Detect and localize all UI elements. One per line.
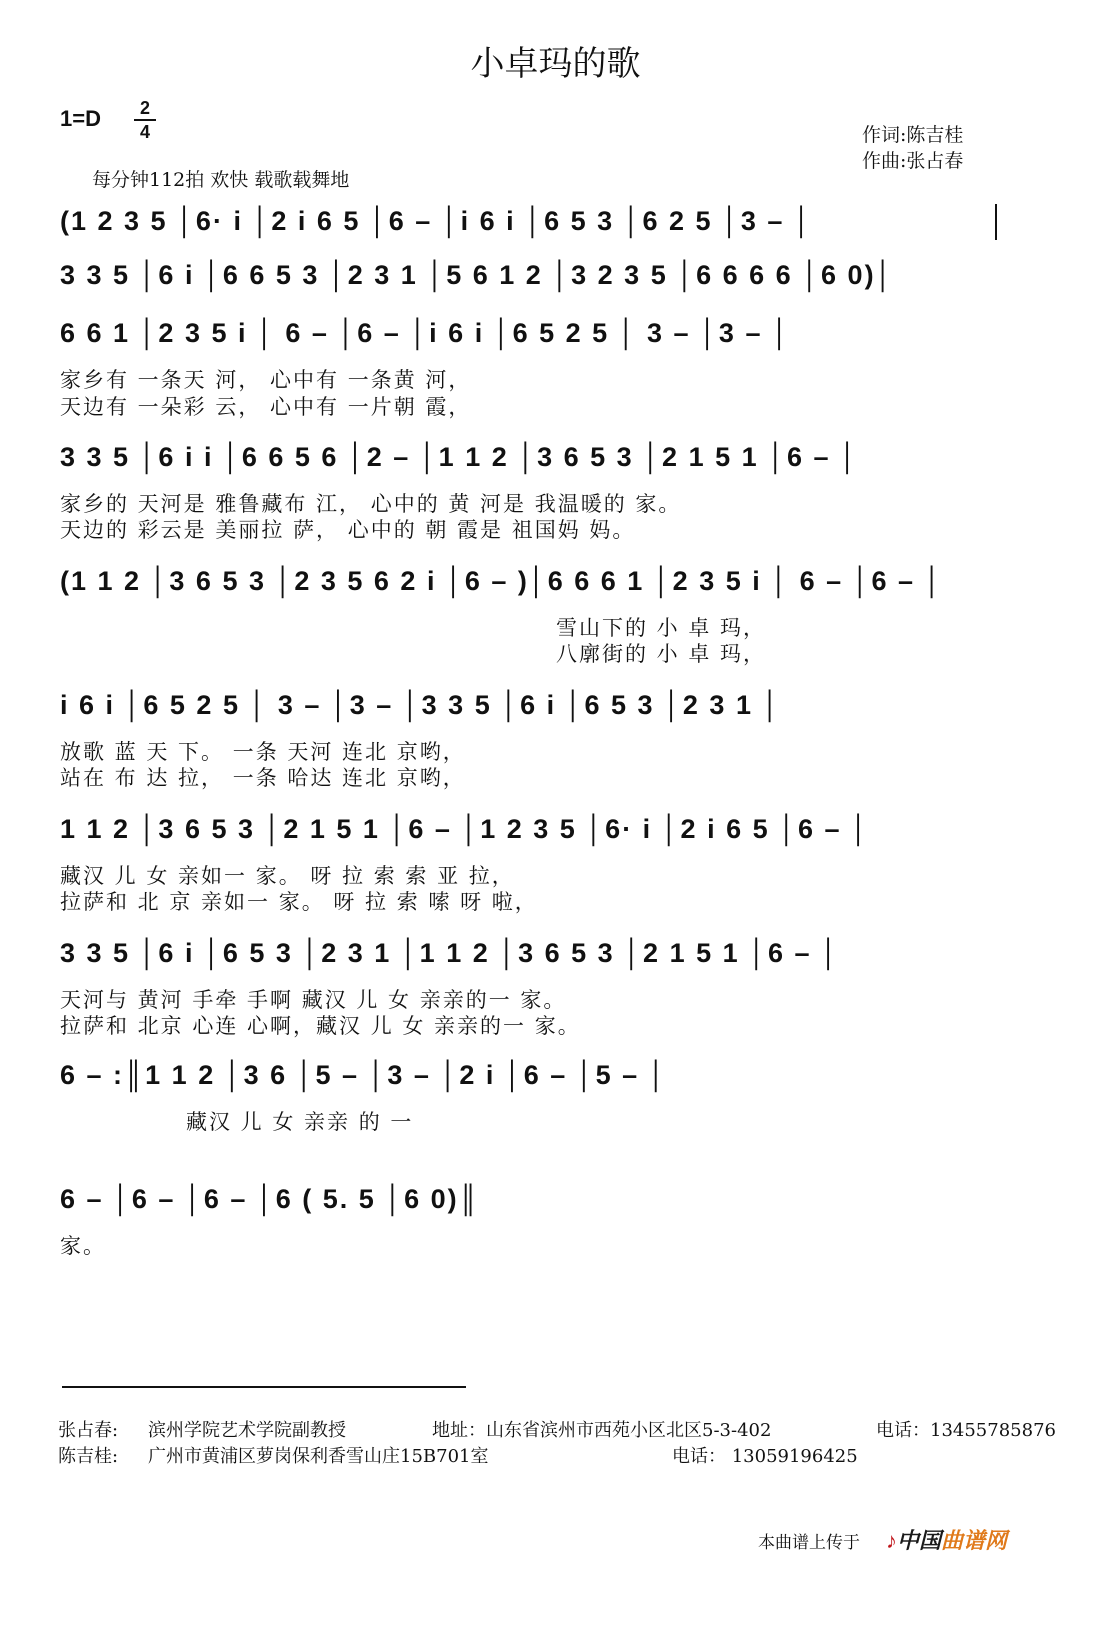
logo-text-b: 曲谱网 (941, 1528, 1008, 1553)
lyric-verse-1: 藏汉 儿 女 亲如一 家。 呀 拉 索 索 亚 拉， (60, 864, 515, 888)
notation-system-8 (52, 934, 1000, 974)
notation-system-1 (52, 202, 1000, 242)
notation-system-6 (52, 686, 1000, 726)
lyric-verse-1: 天河与 黄河 手牵 手啊 藏汉 儿 女 亲亲的一 家。 (60, 988, 567, 1012)
footer-divider (62, 1386, 466, 1388)
lyric-line: 家。 (60, 1234, 106, 1258)
footer-phone-1: 电话：13455785876 (876, 1420, 1056, 1441)
footer-address-2: 广州市黄浦区萝岗保利香雪山庄15B701室 (148, 1446, 489, 1467)
composer: 作曲:张占春 (862, 150, 964, 172)
notation-system-4 (52, 438, 1000, 478)
notation-line: (1 2 3 5 │6· i │2 i 6 5 │6 – │i 6 i │6 5 3 │6 2 5 │3 – │ (60, 206, 813, 236)
site-logo[interactable] (886, 1524, 1007, 1555)
lyric-verse-2: 拉萨和 北 京 亲如一 家。 呀 拉 索 嗦 呀 啦， (60, 890, 538, 914)
lyric-verse-2: 八廓街的 小 卓 玛， (556, 642, 767, 666)
lyric-verse-1: 家乡的 天河是 雅鲁藏布 江， 心中的 黄 河是 我温暖的 家。 (60, 492, 682, 516)
footer-phone-2: 电话： 13059196425 (672, 1446, 858, 1467)
notation-line: 3 3 5 │6 i i │6 6 5 6 │2 – │1 1 2 │3 6 5 3 │2 1 5 1 │6 – │ (60, 442, 859, 472)
notation-line: 6 6 1 │2 3 5 i │ 6 – │6 – │i 6 i │6 5 2 5 │ 3 – │3 – │ (60, 318, 791, 348)
notation-system-10 (52, 1180, 752, 1220)
upload-note: 本曲谱上传于 (758, 1533, 860, 1552)
notation-line: 3 3 5 │6 i │6 6 5 3 │2 3 1 │5 6 1 2 │3 2 3 5 │6 6 6 6 │6 0)│ (60, 260, 895, 290)
time-signature (134, 98, 156, 142)
footer-name-2: 陈吉桂: (58, 1446, 119, 1467)
notation-system-9 (52, 1056, 1000, 1096)
footer-title-1: 滨州学院艺术学院副教授 (148, 1420, 346, 1441)
lyric-line: 藏汉 儿 女 亲亲 的 一 (186, 1110, 414, 1134)
notation-system-7 (52, 810, 1000, 850)
notation-system-5 (52, 562, 1000, 602)
notation-line: i 6 i │6 5 2 5 │ 3 – │3 – │3 3 5 │6 i │6 5 3 │2 3 1 │ (60, 690, 782, 720)
footer-address-1: 地址：山东省滨州市西苑小区北区5-3-402 (432, 1420, 772, 1441)
score-title: 小卓玛的歌 (470, 44, 641, 84)
notation-system-3 (52, 314, 1000, 354)
notation-line: 1 1 2 │3 6 5 3 │2 1 5 1 │6 – │1 2 3 5 │6· i │2 i 6 5 │6 – │ (60, 814, 870, 844)
notation-line: 6 – :║1 1 2 │3 6 │5 – │3 – │2 i │6 – │5 – │ (60, 1060, 668, 1090)
notation-line: 6 – │6 – │6 – │6 ( 5. 5 │6 0)║ (60, 1184, 480, 1214)
lyric-verse-1: 放歌 蓝 天 下。 一条 天河 连北 京哟， (60, 740, 466, 764)
meter-top: 2 (139, 98, 150, 118)
lyric-verse-2: 天边的 彩云是 美丽拉 萨， 心中的 朝 霞是 祖国妈 妈。 (60, 518, 636, 542)
notation-line: (1 1 2 │3 6 5 3 │2 3 5 6 2 i │6 – )│6 6 6 1 │2 3 5 i │ 6 – │6 – │ (60, 566, 944, 596)
notation-system-2 (52, 256, 1000, 296)
lyric-verse-1: 雪山下的 小 卓 玛， (556, 616, 767, 640)
meter-bottom: 4 (139, 122, 150, 142)
lyric-verse-2: 站在 布 达 拉， 一条 哈达 连北 京哟， (60, 766, 466, 790)
key-signature: 1=D (60, 106, 101, 131)
tempo-marking: 每分钟112拍 欢快 载歌载舞地 (92, 169, 350, 191)
footer-name-1: 张占春: (58, 1420, 119, 1441)
logo-text-a: 中国 (897, 1528, 942, 1553)
logo-icon: ♪ (886, 1528, 897, 1553)
lyric-verse-2: 天边有 一朵彩 云， 心中有 一片朝 霞， (60, 395, 472, 419)
lyric-verse-1: 家乡有 一条天 河， 心中有 一条黄 河， (60, 368, 472, 392)
lyric-verse-2: 拉萨和 北京 心连 心啊，藏汉 儿 女 亲亲的一 家。 (60, 1014, 581, 1038)
lyricist: 作词:陈吉桂 (862, 124, 964, 146)
notation-line: 3 3 5 │6 i │6 5 3 │2 3 1 │1 1 2 │3 6 5 3 │2 1 5 1 │6 – │ (60, 938, 840, 968)
